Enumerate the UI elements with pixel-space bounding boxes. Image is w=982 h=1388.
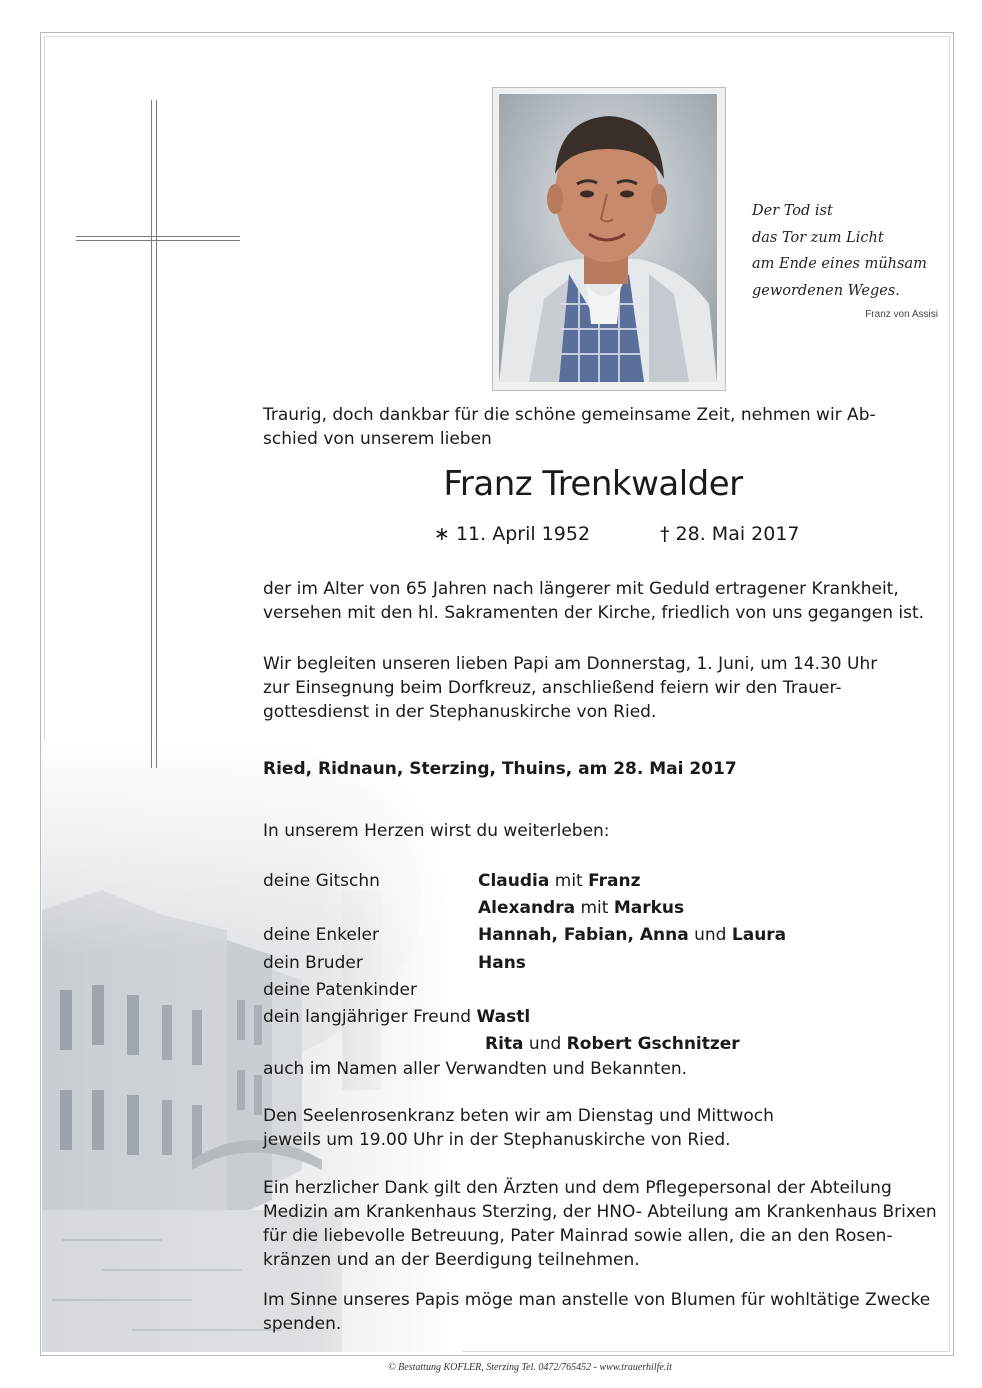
rosary-line: Den Seelenrosenkranz beten wir am Dienstag und Mittwoch [263,1106,774,1126]
mourner-label: deine Patenkinder [263,980,417,1000]
connector: und [523,1034,567,1054]
thanks-line: Ein herzlicher Dank gilt den Ärzten und dem Pflegepersonal der Abteilung [263,1178,892,1198]
mourner-label: dein Bruder [263,953,363,973]
connector: mit [575,898,614,918]
mourner-names [478,868,641,894]
mourner-line [263,1004,530,1030]
flowers-line: Im Sinne unseres Papis möge man anstelle von Blumen für wohltätige Zwecke [263,1290,931,1310]
mourner-name: Robert Gschnitzer [566,1034,740,1054]
thanks-line: kränzen und an der Beerdigung teilnehmen. [263,1250,640,1270]
quote-line: das Tor zum Licht [752,229,884,246]
body-line: gottesdienst in der Stephanuskirche von Ried. [263,702,657,722]
intro-line: schied von unserem lieben [263,429,492,449]
body-line: der im Alter von 65 Jahren nach längerer mit Geduld ertragener Krankheit, [263,579,899,599]
mourner-name: Rita [485,1034,524,1054]
mourner-name: Wastl [476,1007,531,1027]
death-date: † 28. Mai 2017 [660,523,800,545]
quote-line: gewordenen Weges. [752,282,900,299]
heart-line: In unserem Herzen wirst du weiterleben: [263,821,610,841]
mourner-label: deine Gitschn [263,871,380,891]
thanks-line: Medizin am Krankenhaus Sterzing, der HNO- Abteilung am Krankenhaus Brixen [263,1202,937,1222]
birth-date: ∗ 11. April 1952 [434,523,591,545]
quote-text [752,198,942,304]
quote-line: am Ende eines mühsam [752,256,927,272]
deceased-name: Franz Trenkwalder [443,464,743,504]
cross-horizontal-bar [76,236,240,241]
place-date: Ried, Ridnaun, Sterzing, Thuins, am 28. Mai 2017 [263,759,737,779]
relatives-line: auch im Namen aller Verwandten und Bekannten. [263,1059,688,1079]
quote-line: Der Tod ist [752,203,833,219]
connector: mit [549,871,589,891]
mourner-name: Franz [588,871,641,891]
cross-vertical-bar [151,100,157,768]
footer-credit: © Bestattung KOFLER, Sterzing Tel. 0472/765452 - www.trauerhilfe.it [388,1362,672,1373]
thanks-line: für die liebevolle Betreuung, Pater Mainrad sowie allen, die an den Rosen- [263,1226,893,1246]
mourner-names [485,1031,740,1057]
body-line: zur Einsegnung beim Dorfkreuz, anschließend feiern wir den Trauer- [263,678,842,698]
connector: und [688,925,732,945]
portrait-photo [499,94,717,382]
mourner-name: Alexandra [478,898,576,918]
mourner-names [478,895,684,921]
mourner-names [478,922,786,948]
mourner-label: deine Enkeler [263,925,379,945]
body-line: Wir begleiten unseren lieben Papi am Donnerstag, 1. Juni, um 14.30 Uhr [263,654,878,674]
mourner-label: dein langjähriger Freund [263,1007,477,1027]
mourner-name: Markus [613,898,685,918]
rosary-line: jeweils um 19.00 Uhr in der Stephanuskirche von Ried. [263,1130,731,1150]
mourner-name: Hannah, Fabian, Anna [478,925,689,945]
intro-line: Traurig, doch dankbar für die schöne gemeinsame Zeit, nehmen wir Ab- [263,405,876,425]
body-line: versehen mit den hl. Sakramenten der Kirche, friedlich von uns gegangen ist. [263,603,925,623]
mourner-name: Claudia [478,871,550,891]
quote-author: Franz von Assisi [865,309,938,320]
flowers-line: spenden. [263,1314,342,1334]
mourner-name: Hans [478,953,526,973]
mourner-name: Laura [731,925,787,945]
